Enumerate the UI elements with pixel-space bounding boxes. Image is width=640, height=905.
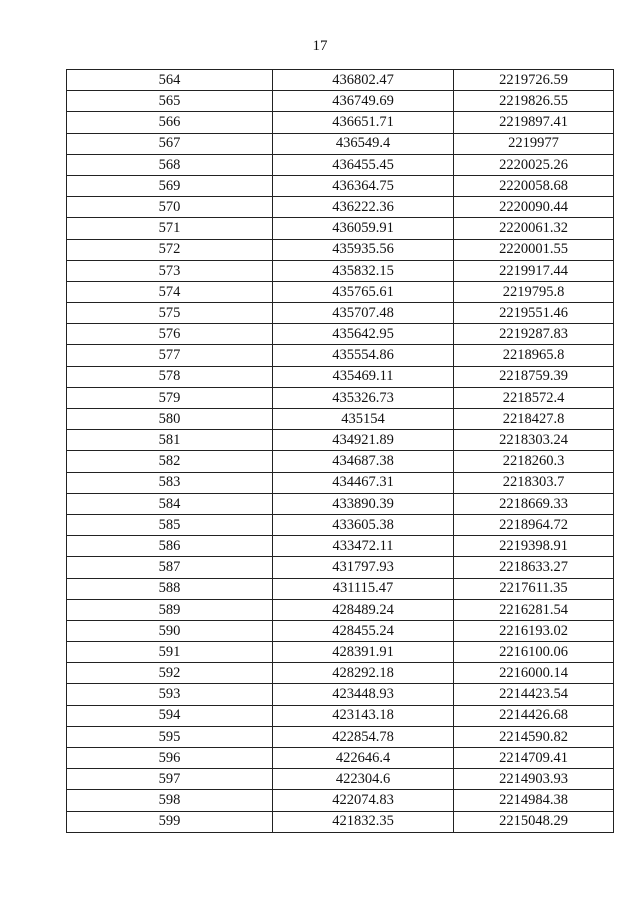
- point-number-cell: 593: [67, 684, 273, 705]
- x-coordinate-cell: 434921.89: [273, 430, 454, 451]
- y-coordinate-cell: 2216281.54: [454, 599, 614, 620]
- x-coordinate-cell: 435469.11: [273, 366, 454, 387]
- x-coordinate-cell: 431797.93: [273, 557, 454, 578]
- point-number-cell: 566: [67, 112, 273, 133]
- point-number-cell: 597: [67, 769, 273, 790]
- y-coordinate-cell: 2219287.83: [454, 324, 614, 345]
- x-coordinate-cell: 422854.78: [273, 726, 454, 747]
- y-coordinate-cell: 2214709.41: [454, 748, 614, 769]
- table-row: [67, 748, 614, 769]
- y-coordinate-cell: 2214903.93: [454, 769, 614, 790]
- y-coordinate-cell: 2214426.68: [454, 705, 614, 726]
- table-row: [67, 387, 614, 408]
- x-coordinate-cell: 423143.18: [273, 705, 454, 726]
- point-number-cell: 580: [67, 409, 273, 430]
- y-coordinate-cell: 2216000.14: [454, 663, 614, 684]
- y-coordinate-cell: 2219977: [454, 133, 614, 154]
- point-number-cell: 577: [67, 345, 273, 366]
- x-coordinate-cell: 435642.95: [273, 324, 454, 345]
- x-coordinate-cell: 436802.47: [273, 70, 454, 91]
- table-row: [67, 536, 614, 557]
- point-number-cell: 575: [67, 303, 273, 324]
- x-coordinate-cell: 436222.36: [273, 197, 454, 218]
- table-row: [67, 451, 614, 472]
- table-row: [67, 70, 614, 91]
- y-coordinate-cell: 2218572.4: [454, 387, 614, 408]
- x-coordinate-cell: 436364.75: [273, 175, 454, 196]
- point-number-cell: 570: [67, 197, 273, 218]
- y-coordinate-cell: 2218260.3: [454, 451, 614, 472]
- y-coordinate-cell: 2214984.38: [454, 790, 614, 811]
- y-coordinate-cell: 2219897.41: [454, 112, 614, 133]
- point-number-cell: 582: [67, 451, 273, 472]
- y-coordinate-cell: 2216100.06: [454, 642, 614, 663]
- x-coordinate-cell: 422074.83: [273, 790, 454, 811]
- x-coordinate-cell: 421832.35: [273, 811, 454, 832]
- point-number-cell: 567: [67, 133, 273, 154]
- x-coordinate-cell: 428455.24: [273, 620, 454, 641]
- point-number-cell: 572: [67, 239, 273, 260]
- table-row: [67, 578, 614, 599]
- x-coordinate-cell: 422646.4: [273, 748, 454, 769]
- point-number-cell: 583: [67, 472, 273, 493]
- x-coordinate-cell: 436749.69: [273, 91, 454, 112]
- x-coordinate-cell: 435832.15: [273, 260, 454, 281]
- table-row: [67, 133, 614, 154]
- point-number-cell: 592: [67, 663, 273, 684]
- x-coordinate-cell: 422304.6: [273, 769, 454, 790]
- point-number-cell: 591: [67, 642, 273, 663]
- x-coordinate-cell: 433472.11: [273, 536, 454, 557]
- table-row: [67, 112, 614, 133]
- table-row: [67, 769, 614, 790]
- y-coordinate-cell: 2218759.39: [454, 366, 614, 387]
- y-coordinate-cell: 2219726.59: [454, 70, 614, 91]
- point-number-cell: 598: [67, 790, 273, 811]
- table-row: [67, 599, 614, 620]
- point-number-cell: 576: [67, 324, 273, 345]
- coordinate-table-body: [67, 70, 614, 833]
- y-coordinate-cell: 2219917.44: [454, 260, 614, 281]
- x-coordinate-cell: 436549.4: [273, 133, 454, 154]
- table-row: [67, 557, 614, 578]
- table-row: [67, 281, 614, 302]
- x-coordinate-cell: 434467.31: [273, 472, 454, 493]
- table-row: [67, 409, 614, 430]
- y-coordinate-cell: 2220058.68: [454, 175, 614, 196]
- x-coordinate-cell: 435765.61: [273, 281, 454, 302]
- table-row: [67, 684, 614, 705]
- x-coordinate-cell: 433605.38: [273, 514, 454, 535]
- y-coordinate-cell: 2219826.55: [454, 91, 614, 112]
- point-number-cell: 599: [67, 811, 273, 832]
- point-number-cell: 590: [67, 620, 273, 641]
- table-row: [67, 154, 614, 175]
- y-coordinate-cell: 2218965.8: [454, 345, 614, 366]
- table-row: [67, 303, 614, 324]
- y-coordinate-cell: 2218669.33: [454, 493, 614, 514]
- y-coordinate-cell: 2218303.24: [454, 430, 614, 451]
- point-number-cell: 586: [67, 536, 273, 557]
- point-number-cell: 596: [67, 748, 273, 769]
- point-number-cell: 579: [67, 387, 273, 408]
- x-coordinate-cell: 428292.18: [273, 663, 454, 684]
- y-coordinate-cell: 2219551.46: [454, 303, 614, 324]
- y-coordinate-cell: 2214423.54: [454, 684, 614, 705]
- y-coordinate-cell: 2219398.91: [454, 536, 614, 557]
- x-coordinate-cell: 436059.91: [273, 218, 454, 239]
- y-coordinate-cell: 2220001.55: [454, 239, 614, 260]
- y-coordinate-cell: 2217611.35: [454, 578, 614, 599]
- page-number: 17: [312, 38, 328, 54]
- y-coordinate-cell: 2215048.29: [454, 811, 614, 832]
- table-row: [67, 514, 614, 535]
- y-coordinate-cell: 2214590.82: [454, 726, 614, 747]
- point-number-cell: 588: [67, 578, 273, 599]
- point-number-cell: 565: [67, 91, 273, 112]
- x-coordinate-cell: 435554.86: [273, 345, 454, 366]
- table-row: [67, 197, 614, 218]
- point-number-cell: 581: [67, 430, 273, 451]
- table-row: [67, 430, 614, 451]
- x-coordinate-cell: 428391.91: [273, 642, 454, 663]
- x-coordinate-cell: 435935.56: [273, 239, 454, 260]
- table-row: [67, 175, 614, 196]
- point-number-cell: 574: [67, 281, 273, 302]
- x-coordinate-cell: 436455.45: [273, 154, 454, 175]
- y-coordinate-cell: 2218303.7: [454, 472, 614, 493]
- x-coordinate-cell: 436651.71: [273, 112, 454, 133]
- coordinate-table: [66, 69, 614, 833]
- table-row: [67, 811, 614, 832]
- point-number-cell: 568: [67, 154, 273, 175]
- table-row: [67, 239, 614, 260]
- x-coordinate-cell: 428489.24: [273, 599, 454, 620]
- table-row: [67, 663, 614, 684]
- y-coordinate-cell: 2219795.8: [454, 281, 614, 302]
- table-row: [67, 218, 614, 239]
- point-number-cell: 585: [67, 514, 273, 535]
- y-coordinate-cell: 2218633.27: [454, 557, 614, 578]
- point-number-cell: 571: [67, 218, 273, 239]
- table-row: [67, 705, 614, 726]
- table-row: [67, 472, 614, 493]
- table-row: [67, 642, 614, 663]
- table-row: [67, 493, 614, 514]
- point-number-cell: 587: [67, 557, 273, 578]
- point-number-cell: 595: [67, 726, 273, 747]
- table-row: [67, 726, 614, 747]
- x-coordinate-cell: 423448.93: [273, 684, 454, 705]
- table-row: [67, 790, 614, 811]
- y-coordinate-cell: 2220090.44: [454, 197, 614, 218]
- y-coordinate-cell: 2220061.32: [454, 218, 614, 239]
- y-coordinate-cell: 2218964.72: [454, 514, 614, 535]
- x-coordinate-cell: 431115.47: [273, 578, 454, 599]
- y-coordinate-cell: 2218427.8: [454, 409, 614, 430]
- point-number-cell: 589: [67, 599, 273, 620]
- x-coordinate-cell: 434687.38: [273, 451, 454, 472]
- table-row: [67, 620, 614, 641]
- point-number-cell: 564: [67, 70, 273, 91]
- x-coordinate-cell: 433890.39: [273, 493, 454, 514]
- table-row: [67, 260, 614, 281]
- point-number-cell: 594: [67, 705, 273, 726]
- table-row: [67, 345, 614, 366]
- x-coordinate-cell: 435326.73: [273, 387, 454, 408]
- point-number-cell: 569: [67, 175, 273, 196]
- x-coordinate-cell: 435707.48: [273, 303, 454, 324]
- point-number-cell: 573: [67, 260, 273, 281]
- y-coordinate-cell: 2220025.26: [454, 154, 614, 175]
- x-coordinate-cell: 435154: [273, 409, 454, 430]
- point-number-cell: 578: [67, 366, 273, 387]
- table-row: [67, 91, 614, 112]
- table-row: [67, 324, 614, 345]
- y-coordinate-cell: 2216193.02: [454, 620, 614, 641]
- table-row: [67, 366, 614, 387]
- point-number-cell: 584: [67, 493, 273, 514]
